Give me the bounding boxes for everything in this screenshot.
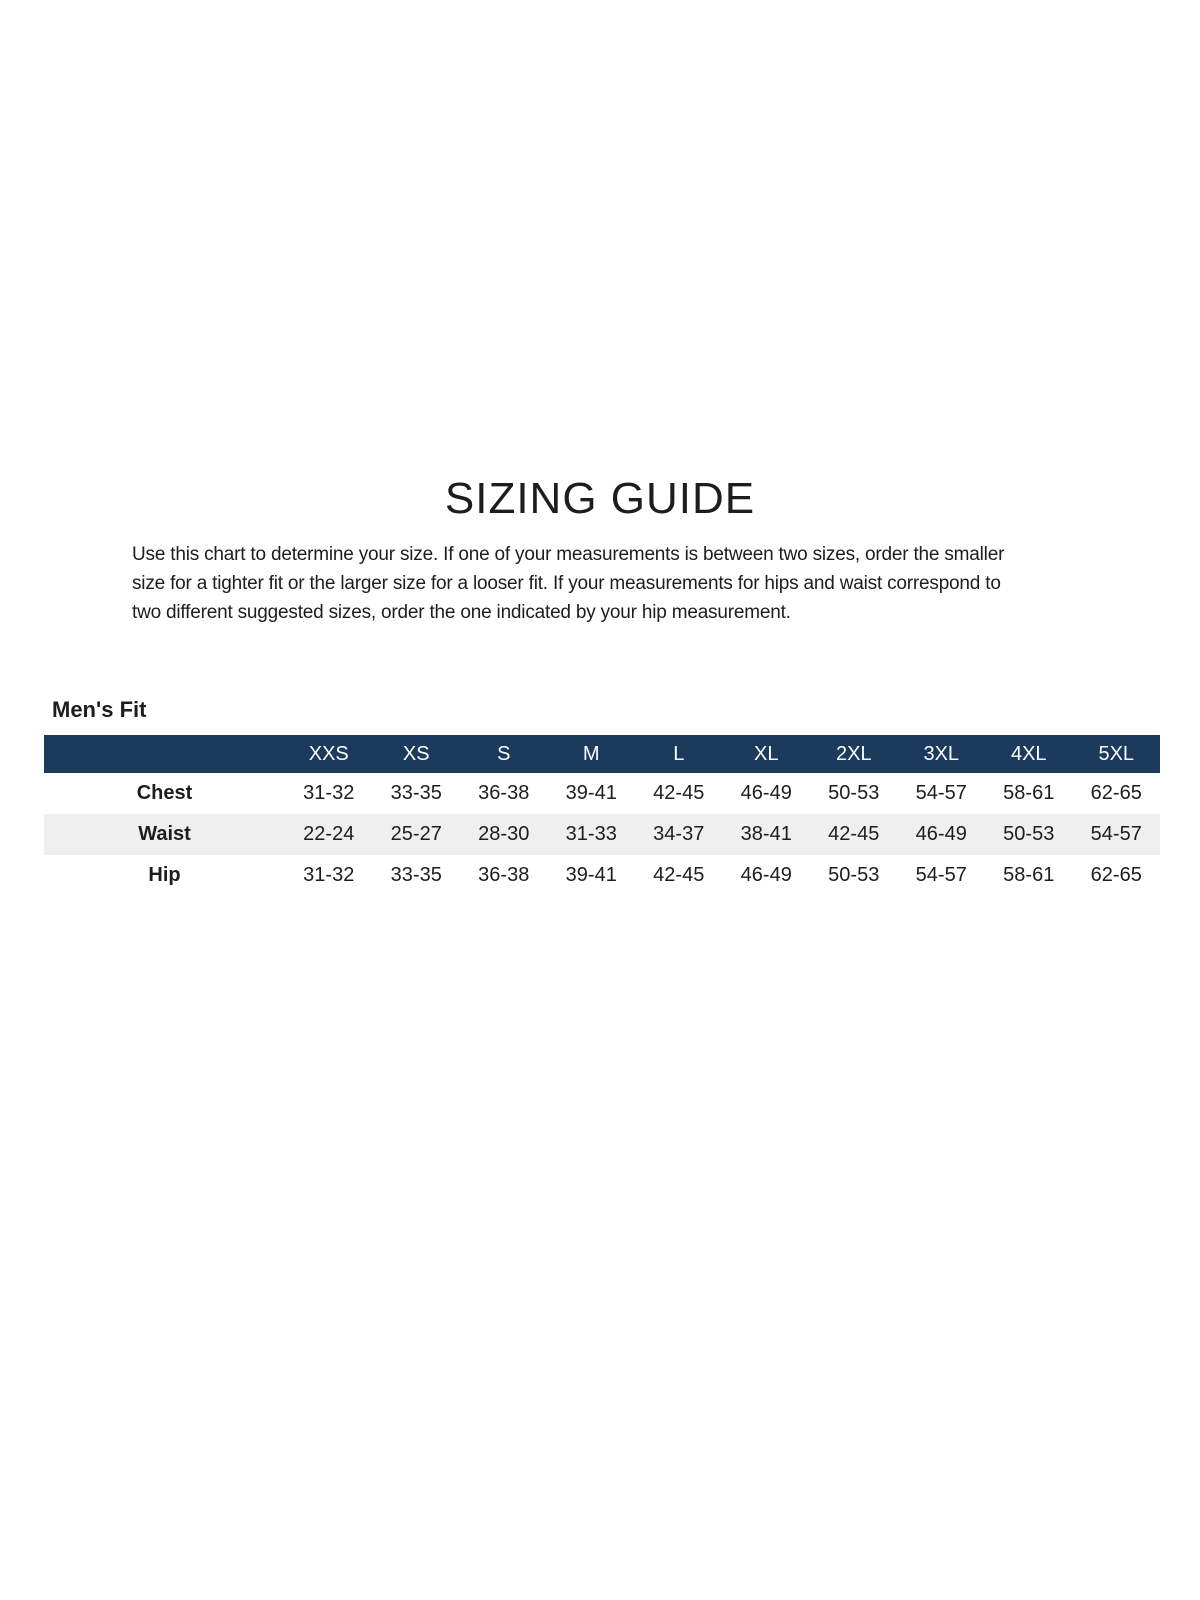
- waist-value: 34-37: [635, 814, 723, 855]
- hip-value: 33-35: [390, 864, 442, 886]
- size-header-blank: [44, 735, 285, 773]
- intro-line: size for a tighter fit or the larger size for a looser fit. If your measurements for hips and waist correspond to: [132, 573, 1001, 594]
- intro-text: [132, 540, 1068, 627]
- hip-value: 54-57: [915, 864, 967, 886]
- size-header-xs: XS: [373, 735, 461, 773]
- page-title: SIZING GUIDE: [444, 474, 756, 523]
- size-header-3xl: 3XL: [898, 735, 986, 773]
- hip-value: 39-41: [565, 864, 617, 886]
- section-label-mens-fit: Men's Fit: [52, 697, 147, 722]
- intro-line: Use this chart to determine your size. If one of your measurements is between two sizes, order the smaller: [132, 544, 1005, 565]
- waist-value: 38-41: [723, 814, 811, 855]
- waist-value: 42-45: [810, 814, 898, 855]
- hip-value: 58-61: [1003, 864, 1055, 886]
- hip-value: 46-49: [740, 864, 792, 886]
- chest-value: 33-35: [390, 782, 442, 804]
- waist-value: 50-53: [985, 814, 1073, 855]
- size-header-s: S: [460, 735, 548, 773]
- hip-value: 42-45: [653, 864, 705, 886]
- waist-value: 25-27: [373, 814, 461, 855]
- chest-value: 39-41: [565, 782, 617, 804]
- table-header-row: [44, 735, 1160, 773]
- chest-value: 50-53: [828, 782, 880, 804]
- hip-value: 31-32: [303, 864, 355, 886]
- hip-value: 36-38: [478, 864, 530, 886]
- row-label-chest: Chest: [136, 782, 193, 804]
- intro-line: two different suggested sizes, order the one indicated by your hip measurement.: [132, 602, 791, 623]
- chest-value: 42-45: [653, 782, 705, 804]
- size-header-5xl: 5XL: [1073, 735, 1161, 773]
- chest-value: 31-32: [303, 782, 355, 804]
- chest-value: 54-57: [915, 782, 967, 804]
- waist-value: 54-57: [1073, 814, 1161, 855]
- table-row-hip: [44, 855, 1160, 896]
- size-header-2xl: 2XL: [810, 735, 898, 773]
- size-header-l: L: [635, 735, 723, 773]
- hip-value: 50-53: [828, 864, 880, 886]
- waist-value: 46-49: [898, 814, 986, 855]
- size-header-m: M: [548, 735, 636, 773]
- waist-value: 28-30: [460, 814, 548, 855]
- hip-value: 62-65: [1090, 864, 1142, 886]
- waist-value: 22-24: [285, 814, 373, 855]
- chest-value: 62-65: [1090, 782, 1142, 804]
- size-header-xxs: XXS: [285, 735, 373, 773]
- row-label-waist: Waist: [44, 814, 285, 855]
- mens-fit-sizing-table: [44, 735, 1160, 896]
- size-header-4xl: 4XL: [985, 735, 1073, 773]
- row-label-hip: Hip: [148, 864, 181, 886]
- chest-value: 58-61: [1003, 782, 1055, 804]
- size-header-xl: XL: [723, 735, 811, 773]
- chest-value: 46-49: [740, 782, 792, 804]
- waist-value: 31-33: [548, 814, 636, 855]
- table-row-waist: [44, 814, 1160, 855]
- table-row-chest: [44, 773, 1160, 814]
- chest-value: 36-38: [478, 782, 530, 804]
